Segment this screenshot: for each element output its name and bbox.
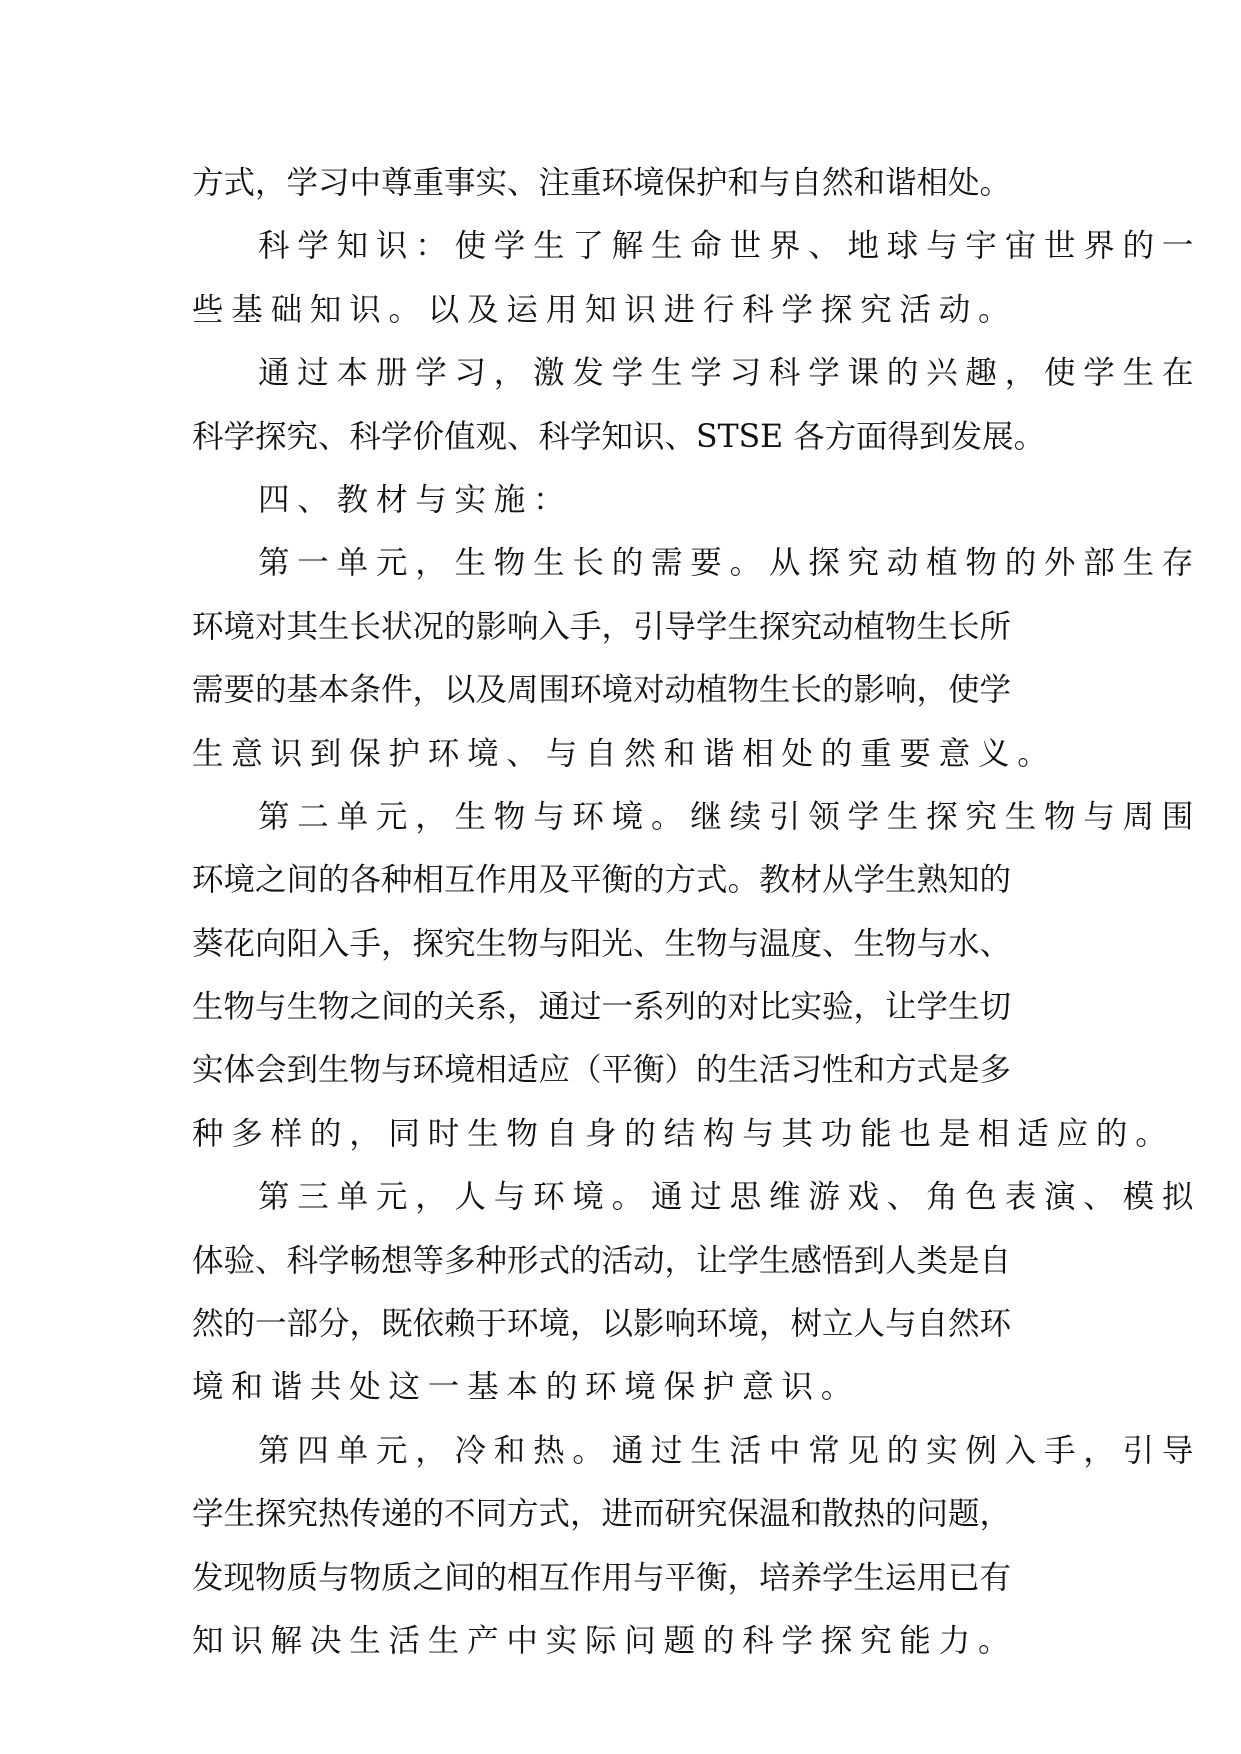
body-text [192,152,1202,1673]
text-line: 然的一部分，既依赖于环境，以影响环境，树立人与自然环 [192,1306,1012,1343]
text-line: 发现物质与物质之间的相互作用与平衡，培养学生运用已有 [192,1559,1012,1596]
text-line: 学生探究热传递的不同方式，进而研究保温和散热的问题， [192,1496,1012,1533]
text-line: 四、教材与实施： [258,481,573,518]
text-line: 科学知识：使学生了解生命世界、地球与宇宙世界的一 [258,228,1202,265]
text-line: 第一单元，生物生长的需要。从探究动植物的外部生存 [258,545,1202,582]
text-line: 第三单元，人与环境。通过思维游戏、角色表演、模拟 [258,1179,1202,1216]
text-line: 知识解决生活生产中实际问题的科学探究能力。 [192,1622,1018,1659]
text-line: 环境对其生长状况的影响入手，引导学生探究动植物生长所 [192,608,1012,645]
text-line: 些基础知识。以及运用知识进行科学探究活动。 [192,291,1018,328]
text-line: 第二单元，生物与环境。继续引领学生探究生物与周围 [258,798,1202,835]
text-line: 境和谐共处这一基本的环境保护意识。 [192,1369,861,1406]
text-line: 科学探究、科学价值观、科学知识、STSE 各方面得到发展。 [192,418,1046,455]
text-line: 实体会到生物与环境相适应（平衡）的生活习性和方式是多 [192,1052,1012,1089]
text-line: 环境之间的各种相互作用及平衡的方式。教材从学生熟知的 [192,862,1012,899]
text-line: 方式，学习中尊重事实、注重环境保护和与自然和谐相处。 [192,165,1012,201]
text-line: 需要的基本条件，以及周围环境对动植物生长的影响，使学 [192,672,1012,709]
text-line: 体验、科学畅想等多种形式的活动，让学生感悟到人类是自 [192,1242,1012,1279]
text-line: 葵花向阳入手，探究生物与阳光、生物与温度、生物与水、 [192,925,1012,962]
text-line: 生物与生物之间的关系，通过一系列的对比实验，让学生切 [192,989,1012,1026]
text-line: 第四单元，冷和热。通过生活中常见的实例入手，引导 [258,1432,1202,1469]
text-line: 通过本册学习，激发学生学习科学课的兴趣，使学生在 [258,355,1202,392]
text-line: 生意识到保护环境、与自然和谐相处的重要意义。 [192,735,1057,772]
text-line: 种多样的，同时生物自身的结构与其功能也是相适应的。 [192,1115,1175,1152]
